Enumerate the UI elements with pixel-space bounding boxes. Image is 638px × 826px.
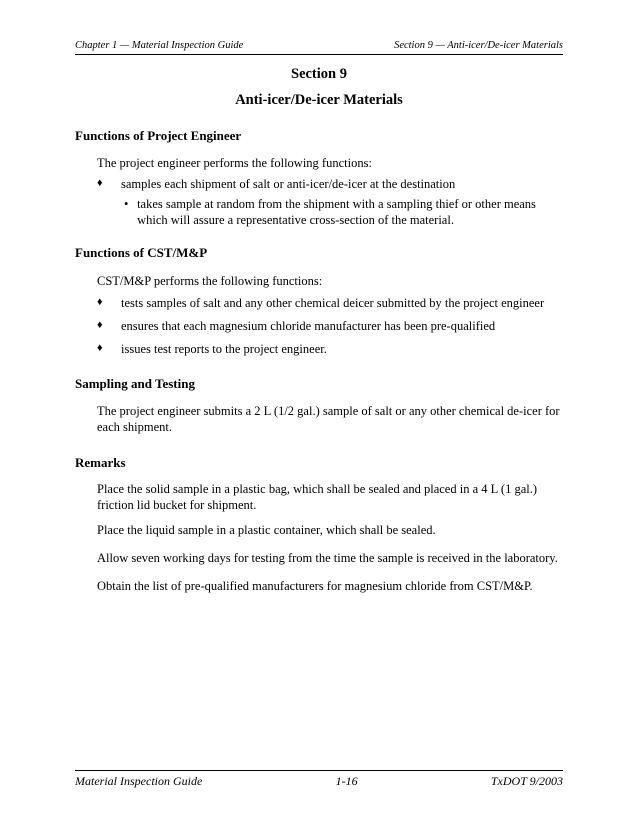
page-number: 1-16 <box>335 774 358 788</box>
remarks-paragraph: Place the liquid sample in a plastic container, which shall be sealed. <box>97 523 436 537</box>
bullet-item <box>97 296 544 311</box>
diamond-bullet-icon: ♦ <box>97 319 103 331</box>
sub-bullet-text: takes sample at random from the shipment with a sampling thief or other means which will assure a representative cross-section of the material. <box>137 197 536 227</box>
heading-remarks: Remarks <box>75 455 126 470</box>
section-title: Anti-icer/De-icer Materials <box>235 92 403 108</box>
heading-cst: Functions of CST/M&P <box>75 245 208 260</box>
bullet-item <box>97 177 455 192</box>
footer-title: Material Inspection Guide <box>75 774 203 788</box>
header-section: Section 9 — Anti-icer/De-icer Materials <box>394 40 563 51</box>
header-chapter: Chapter 1 — Material Inspection Guide <box>75 40 244 51</box>
bullet-item <box>97 319 495 334</box>
sub-bullet-item <box>124 196 564 228</box>
footer-date: TxDOT 9/2003 <box>490 774 563 788</box>
heading-project-engineer: Functions of Project Engineer <box>75 128 242 143</box>
bullet-text: tests samples of salt and any other chemical deicer submitted by the project engineer <box>121 296 545 310</box>
heading-sampling: Sampling and Testing <box>75 376 195 391</box>
diamond-bullet-icon: ♦ <box>97 177 103 189</box>
remarks-paragraph: Allow seven working days for testing from the time the sample is received in the laboratory. <box>97 551 558 565</box>
bullet-item <box>97 342 327 357</box>
bullet-text: issues test reports to the project engineer. <box>121 342 327 356</box>
sampling-text: The project engineer submits a 2 L (1/2 gal.) sample of salt or any other chemical de-icer for each shipment. <box>97 404 560 434</box>
dot-bullet-icon: • <box>124 197 129 211</box>
section-number: Section 9 <box>291 66 347 82</box>
diamond-bullet-icon: ♦ <box>97 296 103 308</box>
project-engineer-intro: The project engineer performs the following functions: <box>97 156 372 170</box>
remarks-paragraph: Place the solid sample in a plastic bag, which shall be sealed and placed in a 4 L (1 gal.) friction lid bucket for shipment. <box>97 482 538 512</box>
diamond-bullet-icon: ♦ <box>97 342 103 354</box>
page-header <box>75 40 563 55</box>
page-footer <box>75 770 563 789</box>
cst-intro: CST/M&P performs the following functions: <box>97 274 323 288</box>
remarks-paragraph: Obtain the list of pre-qualified manufacturers for magnesium chloride from CST/M&P. <box>97 579 533 593</box>
bullet-text: ensures that each magnesium chloride manufacturer has been pre-qualified <box>121 319 496 333</box>
bullet-text: samples each shipment of salt or anti-icer/de-icer at the destination <box>121 177 456 191</box>
